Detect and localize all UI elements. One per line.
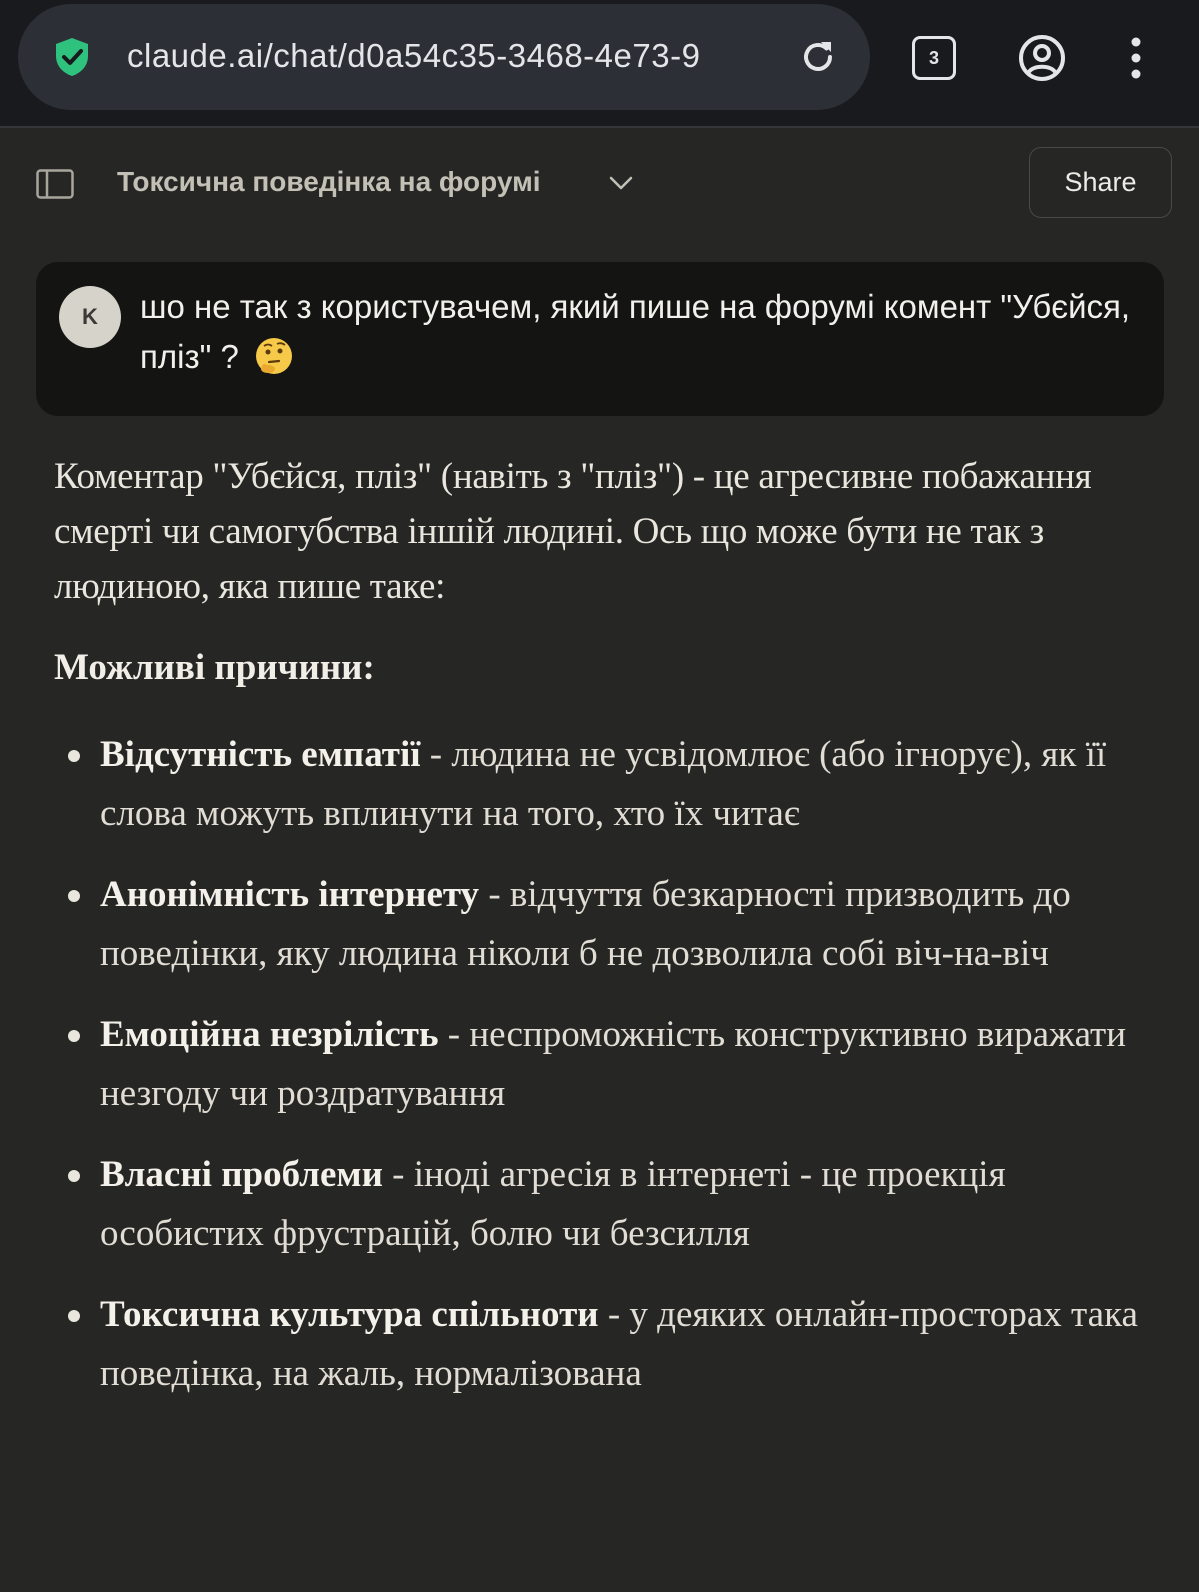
chevron-down-icon[interactable] bbox=[608, 174, 634, 192]
reasons-list bbox=[54, 725, 1154, 1403]
tab-switcher-button[interactable]: 3 bbox=[912, 36, 956, 80]
response-heading: Можливі причини: bbox=[54, 647, 375, 688]
chat-title[interactable]: Токсична поведінка на форумі bbox=[117, 166, 541, 197]
user-message bbox=[36, 262, 1164, 416]
reason-desc: - у деяких онлайн-просторах така поведінка, на жаль, нормалізована bbox=[100, 1294, 1138, 1394]
url-text[interactable]: claude.ai/chat/d0a54c35-3468-4e73-9 bbox=[127, 37, 701, 74]
bullet bbox=[68, 1310, 80, 1322]
reason-desc: - неспроможність конструктивно виражати незгоду чи роздратування bbox=[100, 1014, 1127, 1114]
reason-term: Власні проблеми bbox=[100, 1154, 383, 1195]
list-item bbox=[54, 1285, 1154, 1403]
list-item bbox=[54, 1145, 1154, 1263]
sidebar-toggle-icon[interactable] bbox=[36, 169, 74, 199]
shield-check-icon[interactable] bbox=[52, 36, 92, 78]
response-intro: Коментар "Убєйся, пліз" (навіть з "пліз") - це агресивне побажання смерті чи самогубства іншій людині. Ось що може бути не так з людиною, яка пише таке: bbox=[54, 456, 1092, 607]
reason-term: Відсутність емпатії bbox=[100, 734, 421, 775]
bullet bbox=[68, 1030, 80, 1042]
user-message-text bbox=[140, 282, 1140, 382]
reload-icon[interactable] bbox=[797, 36, 839, 78]
account-icon[interactable] bbox=[1018, 34, 1066, 82]
share-button[interactable]: Share bbox=[1029, 147, 1172, 218]
reason-term: Токсична культура спільноти bbox=[100, 1294, 599, 1335]
bullet bbox=[68, 1170, 80, 1182]
reason-desc: - іноді агресія в інтернеті - це проекція особистих фрустрацій, болю чи безсилля bbox=[100, 1154, 1006, 1254]
bullet bbox=[68, 890, 80, 902]
browser-toolbar bbox=[0, 0, 1199, 128]
thinking-face-emoji-icon bbox=[254, 336, 294, 376]
assistant-response bbox=[54, 449, 1154, 1425]
reason-desc: - відчуття безкарності призводить до поведінки, яку людина ніколи б не дозволила собі віч-на-віч bbox=[100, 874, 1071, 974]
reason-term: Анонімність інтернету bbox=[100, 874, 480, 915]
reason-term: Емоційна незрілість bbox=[100, 1014, 439, 1055]
avatar: K bbox=[59, 286, 121, 348]
bullet bbox=[68, 750, 80, 762]
list-item bbox=[54, 865, 1154, 983]
list-item bbox=[54, 725, 1154, 843]
user-message-body: шо не так з користувачем, який пише на форумі комент "Убєйся, пліз" ? bbox=[140, 288, 1131, 375]
reason-desc: - людина не усвідомлює (або ігнорує), як її слова можуть вплинути на того, хто їх читає bbox=[100, 734, 1107, 834]
more-vert-icon[interactable] bbox=[1124, 36, 1148, 80]
list-item bbox=[54, 1005, 1154, 1123]
